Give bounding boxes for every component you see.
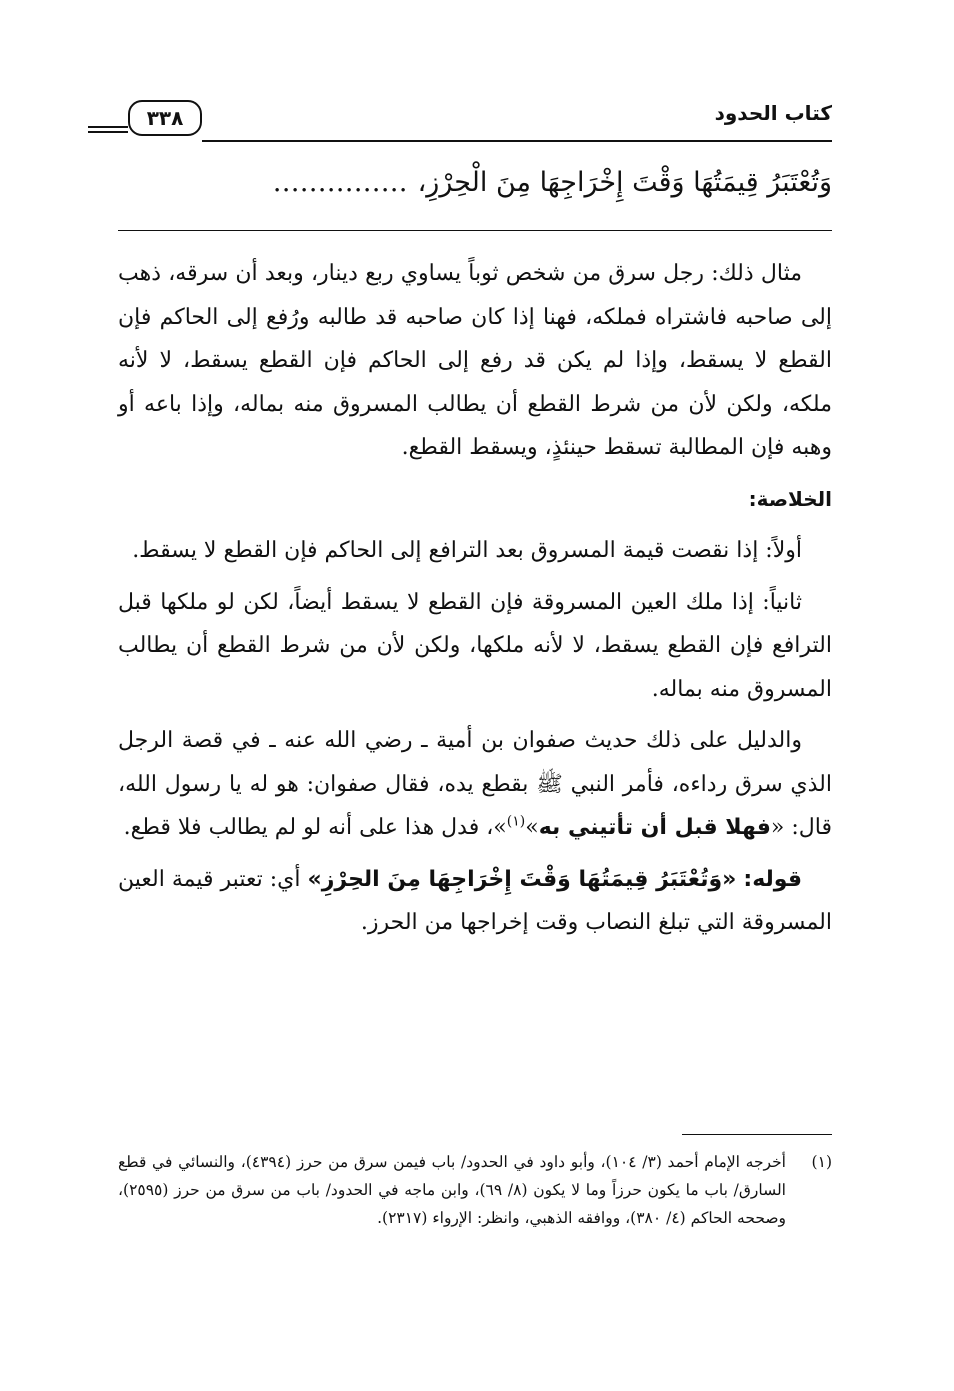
footnote-number: (١)	[811, 1153, 832, 1171]
commentary-explanation: أي: تعتبر قيمة العين المسروقة التي تبلغ النصاب وقت إخراجها من الحرز.	[118, 866, 832, 935]
running-title: كتاب الحدود	[714, 101, 832, 125]
evidence-text: والدليل على ذلك حديث صفوان بن أمية ـ رضي الله عنه ـ في قصة الرجل الذي سرق رداءه، فأمر النبي ﷺ بقطع يده، فقال صفوان: هو له يا رسول الله، قال: «	[118, 728, 832, 840]
footnote-item	[118, 1148, 832, 1232]
paragraph-second-point: ثانياً: إذا ملك العين المسروقة فإن القطع لا يسقط أيضاً، لكن لو ملكها قبل الترافع فإن القطع يسقط، لا لأنه ملكها، ولكن لأن من شرط القطع أن يطالب المسروق منه بماله.	[118, 589, 832, 702]
qawluhu-label: قوله:	[743, 866, 802, 892]
footnote-ref[interactable]: (١)	[506, 813, 526, 830]
paragraph-evidence	[118, 719, 832, 850]
commentary-body	[118, 252, 832, 953]
paragraph-commentary	[118, 858, 832, 945]
matn-text: وَتُعْتَبَرُ قِيمَتُهَا وَقْتَ إِخْرَاجِهَا مِنَ الْحِرْزِ،	[417, 167, 832, 198]
page-header	[118, 100, 832, 144]
footnote-separator	[682, 1134, 832, 1135]
footnote-text: أخرجه الإمام أحمد (٣/ ١٠٤)، وأبو داود في الحدود/ باب فيمن سرق من حرز (٤٣٩٤)، والنسائي في قطع السارق/ باب ما يكون حرزاً وما لا يكون (٨/ ٦٩)، وابن ماجه في الحدود/ باب من سرق من حرز (٢٥٩٥)، وصححه الحاكم (٤/ ٣٨٠)، ووافقه الذهبي، وانظر: الإرواء (٢٣١٧).	[118, 1153, 786, 1227]
paragraph-example: مثال ذلك: رجل سرق من شخص ثوباً يساوي ربع دينار، وبعد أن سرقه، ذهب إلى صاحبه فاشتراه فملكه، فهنا إذا كان صاحبه قد طالبه ورُفع إلى الحاكم فإن القطع لا يسقط، وإذا لم يكن قد رفع إلى الحاكم فإن القطع يسقط، لا لأنه ملكه، ولكن لأن من شرط القطع أن يطالب المسروق منه بماله، وإذا باعه أو وهبه فإن المطالبة تسقط حينئذٍ، ويسقط القطع.	[118, 261, 832, 460]
footnotes	[118, 1148, 832, 1232]
paragraph-first-point: أولاً: إذا نقصت قيمة المسروق بعد الترافع إلى الحاكم فإن القطع لا يسقط.	[132, 538, 802, 563]
evidence-conclusion: »، فدل هذا على أنه لو لم يطالب فلا قطع.	[123, 815, 507, 840]
matn-divider	[118, 230, 832, 231]
header-ornament-rules	[88, 126, 128, 136]
summary-heading: الخلاصة:	[748, 486, 832, 511]
matn-quote: «وَتُعْتَبَرُ قِيمَتُهَا وَقْتَ إِخْرَاجِهَا مِنَ الحِرْزِ»	[307, 866, 737, 892]
page-number: ٣٣٨	[128, 100, 202, 136]
closing-quote: »	[525, 815, 539, 840]
hadith-quote: فهلا قبل أن تأتيني به	[538, 815, 771, 840]
matn-dots: ……………	[272, 167, 408, 198]
header-rule	[202, 140, 832, 142]
matn-text-line	[118, 158, 832, 208]
